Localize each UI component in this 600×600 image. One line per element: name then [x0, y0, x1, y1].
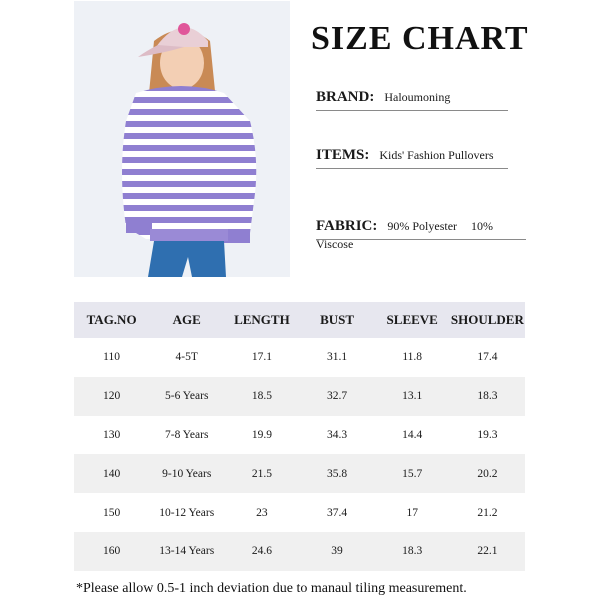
product-photo: [74, 1, 290, 277]
table-row: [74, 338, 525, 377]
table-cell: 10-12 Years: [159, 506, 215, 519]
table-cell: 20.2: [450, 454, 525, 493]
table-cell: 39: [299, 532, 374, 571]
table-cell: 120: [74, 377, 149, 416]
items-label: ITEMS:: [316, 147, 370, 163]
table-header-row: [74, 302, 525, 338]
table-row: [74, 532, 525, 571]
items-value: Kids' Fashion Pullovers: [379, 148, 494, 162]
col-tag-no: TAG.NO: [74, 302, 149, 338]
table-row: [74, 377, 525, 416]
table-cell: 21.2: [477, 506, 498, 519]
table-cell: 24.6: [224, 532, 299, 571]
brand-value: Haloumoning: [384, 90, 451, 104]
measurement-note: *Please allow 0.5-1 inch deviation due to manaul tiling measurement.: [76, 581, 467, 596]
table-cell: 14.4: [402, 428, 423, 441]
table-cell: 7-8 Years: [165, 428, 209, 441]
table-cell: 110: [103, 351, 120, 364]
table-cell: 22.1: [450, 532, 525, 571]
fabric-value-viscose: 10% Viscose: [316, 219, 494, 251]
table-cell: 130: [102, 428, 121, 441]
table-cell: 32.7: [299, 377, 374, 416]
items-row: [316, 146, 508, 169]
col-length: LENGTH: [224, 302, 299, 338]
col-age: AGE: [149, 302, 224, 338]
table-cell: 13.1: [375, 377, 450, 416]
table-cell: 17.1: [251, 351, 272, 364]
table-row: [74, 454, 525, 493]
table-cell: 23: [256, 506, 268, 519]
table-cell: 9-10 Years: [149, 454, 224, 493]
col-bust: BUST: [299, 302, 374, 338]
table-cell: 5-6 Years: [149, 377, 224, 416]
table-cell: 37.4: [326, 506, 348, 519]
brand-label: BRAND:: [316, 89, 375, 105]
table-cell: 34.3: [326, 428, 348, 441]
table-cell: 31.1: [326, 351, 348, 364]
table-cell: 18.3: [375, 532, 450, 571]
table-cell: 11.8: [402, 351, 423, 364]
table-cell: 35.8: [299, 454, 374, 493]
table-cell: 19.3: [477, 428, 498, 441]
table-cell: 18.3: [450, 377, 525, 416]
size-table: [74, 302, 525, 571]
table-cell: 150: [102, 506, 121, 519]
table-row: [74, 416, 525, 455]
table-cell: 17.4: [477, 351, 498, 364]
table-cell: 140: [74, 454, 149, 493]
brand-row: [316, 88, 508, 111]
table-cell: 4-5T: [175, 351, 198, 364]
table-cell: 15.7: [375, 454, 450, 493]
table-cell: 17: [406, 506, 418, 519]
girl-in-striped-pullover-icon: [74, 1, 290, 277]
table-cell: 19.9: [251, 428, 272, 441]
fabric-row: [316, 217, 526, 251]
table-cell: 160: [74, 532, 149, 571]
table-cell: 18.5: [224, 377, 299, 416]
page-title: SIZE CHART: [311, 20, 529, 57]
col-sleeve: SLEEVE: [375, 302, 450, 338]
fabric-value-polyester: 90% Polyester: [387, 219, 458, 233]
fabric-label: FABRIC:: [316, 218, 378, 234]
col-shoulder: SHOULDER: [450, 302, 525, 338]
table-cell: 21.5: [224, 454, 299, 493]
table-row: [74, 493, 525, 532]
table-cell: 13-14 Years: [149, 532, 224, 571]
